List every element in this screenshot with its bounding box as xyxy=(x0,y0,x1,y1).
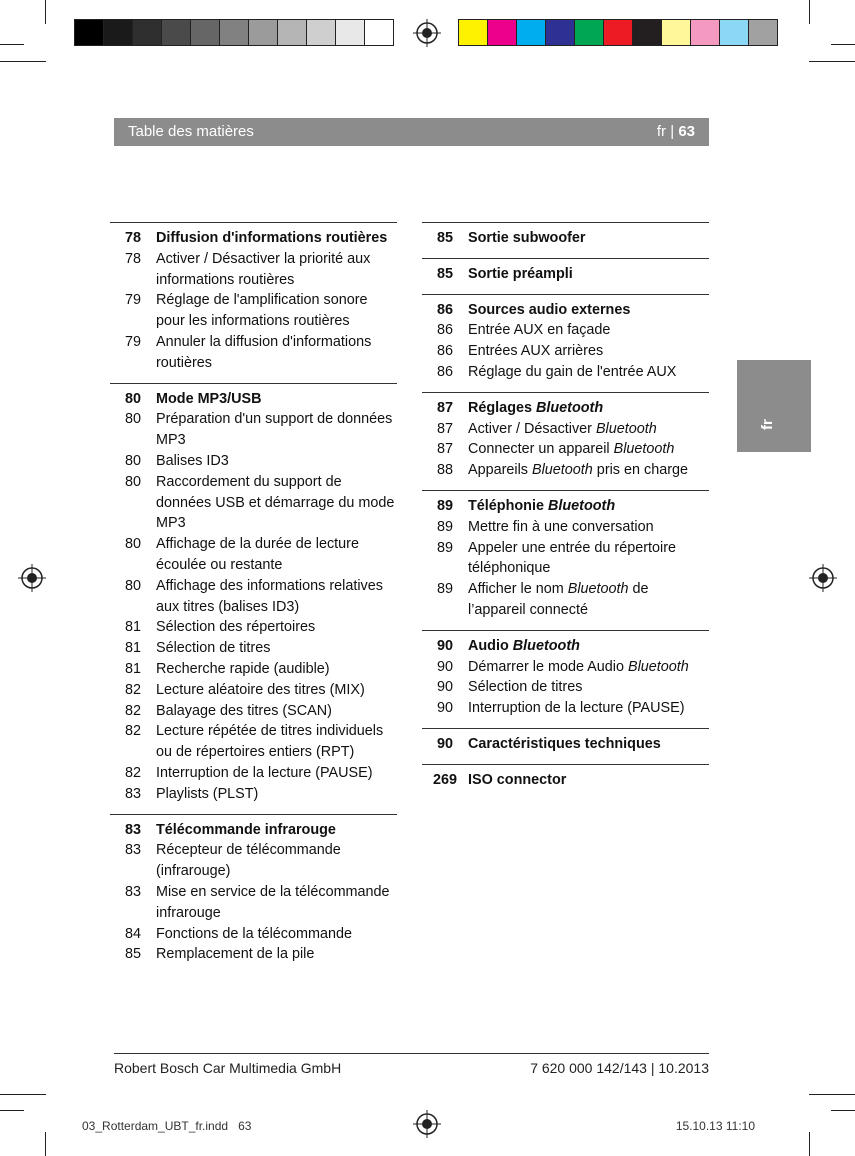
color-swatch xyxy=(516,19,546,46)
toc-entry-page: 88 xyxy=(436,462,453,479)
toc-heading-text: ISO connector xyxy=(468,771,567,788)
toc-heading-text: Sources audio externes xyxy=(468,301,631,318)
header-title: Table des matières xyxy=(128,123,254,140)
toc-entry-text: Entrées AUX arrières xyxy=(468,343,604,360)
toc-entry xyxy=(110,659,397,680)
toc-left-column xyxy=(110,222,397,974)
toc-entry xyxy=(110,638,397,659)
toc-entry-page: 86 xyxy=(436,363,453,380)
toc-entry-text: Lecture aléatoire des titres (MIX) xyxy=(156,681,365,698)
toc-heading-text: Mode MP3/USB xyxy=(156,390,262,407)
crop-mark xyxy=(809,1094,855,1095)
toc-heading xyxy=(422,636,709,657)
toc-section xyxy=(422,222,709,258)
toc-section xyxy=(422,490,709,630)
toc-entry-text: Mise en service de la télécommande infrarouge xyxy=(156,883,390,921)
toc-entry-text: Mettre fin à une conversation xyxy=(468,518,654,535)
toc-entry xyxy=(110,409,397,451)
toc-entry-page: 80 xyxy=(124,577,141,594)
registration-mark-icon xyxy=(809,564,837,592)
toc-heading-page: 85 xyxy=(436,265,453,282)
toc-heading-page: 87 xyxy=(436,399,453,416)
toc-entry-page: 85 xyxy=(124,946,141,963)
toc-heading-text: Réglages Bluetooth xyxy=(468,399,604,416)
toc-entry-page: 80 xyxy=(124,411,141,428)
toc-heading-page: 85 xyxy=(436,230,453,246)
toc-heading-page: 86 xyxy=(436,301,453,318)
color-swatch xyxy=(219,19,249,46)
toc-entry-text: Interruption de la lecture (PAUSE) xyxy=(156,764,373,781)
crop-mark xyxy=(0,61,46,62)
toc-entry xyxy=(422,362,709,383)
color-swatch xyxy=(603,19,633,46)
toc-entry xyxy=(422,341,709,362)
toc-entry-page: 83 xyxy=(124,785,141,802)
toc-entry-page: 82 xyxy=(124,702,141,719)
toc-entry xyxy=(110,924,397,945)
toc-entry-text: Fonctions de la télécommande xyxy=(156,925,352,942)
toc-right-column xyxy=(422,222,709,800)
toc-entry-text: Activer / Désactiver la priorité aux informations routières xyxy=(156,250,371,288)
toc-entry-page: 80 xyxy=(124,473,141,490)
crop-mark xyxy=(45,0,46,24)
toc-entry-text: Lecture répétée de titres individuels ou de répertoires entiers (RPT) xyxy=(156,723,384,761)
toc-entry-text: Connecter un appareil Bluetooth xyxy=(468,441,675,458)
toc-section xyxy=(422,728,709,764)
toc-entry xyxy=(422,439,709,460)
toc-heading xyxy=(422,300,709,321)
toc-entry xyxy=(422,517,709,538)
toc-heading-page: 90 xyxy=(436,735,453,752)
toc-entry-page: 89 xyxy=(436,518,453,535)
toc-entry-page: 81 xyxy=(124,660,141,677)
color-swatch xyxy=(690,19,720,46)
crop-mark xyxy=(0,1094,46,1095)
toc-section xyxy=(110,383,397,814)
toc-heading xyxy=(422,398,709,419)
color-swatch xyxy=(661,19,691,46)
color-swatch xyxy=(335,19,365,46)
toc-heading-page: 83 xyxy=(124,821,141,838)
toc-heading xyxy=(422,734,709,755)
toc-entry xyxy=(110,882,397,924)
color-swatch xyxy=(545,19,575,46)
footer-rule xyxy=(114,1053,709,1054)
toc-entry xyxy=(110,290,397,332)
registration-mark-icon xyxy=(18,564,46,592)
toc-entry-text: Annuler la diffusion d'informations routières xyxy=(156,333,372,371)
toc-entry-text: Affichage de la durée de lecture écoulée ou restante xyxy=(156,536,359,573)
toc-entry-page: 90 xyxy=(436,700,453,717)
toc-heading-page: 78 xyxy=(124,230,141,246)
toc-entry xyxy=(422,460,709,481)
toc-entry xyxy=(110,534,397,576)
toc-heading xyxy=(110,820,397,841)
toc-entry-text: Réglage du gain de l'entrée AUX xyxy=(468,363,677,380)
crop-mark xyxy=(0,44,24,45)
crop-mark xyxy=(831,1110,855,1111)
toc-entry xyxy=(422,320,709,341)
toc-entry xyxy=(422,677,709,698)
toc-entry-page: 89 xyxy=(436,581,453,598)
color-swatch xyxy=(364,19,394,46)
color-swatch xyxy=(74,19,104,46)
toc-entry-page: 79 xyxy=(124,292,141,309)
registration-mark-icon xyxy=(413,19,441,47)
toc-heading-page: 90 xyxy=(436,637,453,654)
footer-publisher: Robert Bosch Car Multimedia GmbH xyxy=(114,1060,342,1076)
color-swatch xyxy=(487,19,517,46)
toc-entry-page: 87 xyxy=(436,420,453,437)
toc-entry-text: Démarrer le mode Audio Bluetooth xyxy=(468,658,689,675)
color-swatch xyxy=(458,19,488,46)
toc-entry-text: Appareils Bluetooth pris en charge xyxy=(468,462,689,479)
toc-heading-page: 89 xyxy=(436,497,453,514)
toc-entry xyxy=(110,701,397,722)
toc-entry-text: Afficher le nom Bluetooth de l’appareil connecté xyxy=(468,581,649,618)
toc-entry xyxy=(422,579,709,621)
toc-entry-text: Appeler une entrée du répertoire téléphonique xyxy=(468,539,677,577)
color-swatch xyxy=(719,19,749,46)
toc-entry xyxy=(110,472,397,534)
color-swatch xyxy=(277,19,307,46)
toc-entry-page: 83 xyxy=(124,883,141,900)
toc-entry-page: 82 xyxy=(124,681,141,698)
crop-mark xyxy=(809,0,810,24)
toc-section xyxy=(110,222,397,383)
toc-entry-page: 84 xyxy=(124,925,141,942)
toc-heading xyxy=(422,264,709,285)
toc-entry-page: 90 xyxy=(436,679,453,696)
toc-entry-page: 89 xyxy=(436,539,453,556)
toc-entry-text: Recherche rapide (audible) xyxy=(156,660,330,677)
toc-entry-page: 81 xyxy=(124,619,141,636)
toc-entry-text: Sélection de titres xyxy=(156,640,271,657)
toc-entry-text: Balises ID3 xyxy=(156,452,229,469)
toc-heading-text: Caractéristiques techniques xyxy=(468,735,661,752)
toc-entry-text: Remplacement de la pile xyxy=(156,946,315,963)
toc-entry-page: 86 xyxy=(436,343,453,360)
color-swatch xyxy=(103,19,133,46)
toc-entry xyxy=(110,680,397,701)
toc-entry-page: 82 xyxy=(124,764,141,781)
toc-entry xyxy=(422,657,709,678)
toc-entry-page: 87 xyxy=(436,441,453,458)
toc-heading-page: 269 xyxy=(432,771,457,788)
toc-entry-page: 80 xyxy=(124,452,141,469)
toc-heading-page: 80 xyxy=(124,390,141,407)
toc-entry xyxy=(110,840,397,882)
toc-entry-page: 79 xyxy=(124,333,141,350)
toc-entry xyxy=(422,698,709,719)
toc-entry xyxy=(110,451,397,472)
crop-mark xyxy=(0,1110,24,1111)
color-swatch xyxy=(306,19,336,46)
toc-entry xyxy=(110,249,397,291)
color-swatch xyxy=(190,19,220,46)
toc-section xyxy=(422,392,709,490)
color-swatch xyxy=(632,19,662,46)
slug-file: 03_Rotterdam_UBT_fr.indd 63 xyxy=(82,1119,252,1133)
toc-entry xyxy=(110,332,397,374)
color-swatch xyxy=(248,19,278,46)
toc-entry-text: Sélection des répertoires xyxy=(156,619,316,636)
toc-entry-text: Entrée AUX en façade xyxy=(468,322,611,339)
page-header xyxy=(114,118,709,146)
toc-entry-page: 90 xyxy=(436,658,453,675)
color-swatch xyxy=(574,19,604,46)
toc-entry-page: 80 xyxy=(124,536,141,553)
toc-heading xyxy=(422,496,709,517)
toc-entry xyxy=(110,944,397,965)
toc-entry-text: Sélection de titres xyxy=(468,679,583,696)
footer-doc-ref: 7 620 000 142/143 | 10.2013 xyxy=(530,1060,709,1076)
toc-section xyxy=(422,294,709,392)
toc-entry-text: Affichage des informations relatives aux titres (balises ID3) xyxy=(156,577,383,615)
toc-entry xyxy=(110,763,397,784)
registration-mark-icon xyxy=(413,1110,441,1138)
toc-entry-text: Activer / Désactiver Bluetooth xyxy=(468,420,657,437)
toc-entry xyxy=(110,617,397,638)
toc-entry-page: 81 xyxy=(124,640,141,657)
crop-mark xyxy=(809,61,855,62)
toc-heading xyxy=(110,228,397,249)
toc-heading-text: Sortie subwoofer xyxy=(468,230,586,246)
toc-entry-text: Préparation d'un support de données MP3 xyxy=(156,411,393,449)
toc-section xyxy=(110,814,397,975)
toc-heading xyxy=(110,389,397,410)
toc-section xyxy=(422,630,709,728)
toc-entry-text: Raccordement du support de données USB et démarrage du mode MP3 xyxy=(156,473,395,532)
toc-entry-page: 83 xyxy=(124,842,141,859)
toc-entry xyxy=(110,576,397,618)
toc-heading-text: Sortie préampli xyxy=(468,265,573,282)
header-page-number: fr | 63 xyxy=(656,123,695,140)
toc-entry xyxy=(422,419,709,440)
toc-entry xyxy=(422,538,709,580)
toc-heading-text: Audio Bluetooth xyxy=(468,637,580,654)
toc-section xyxy=(422,764,709,800)
toc-heading xyxy=(422,770,709,791)
toc-entry-text: Balayage des titres (SCAN) xyxy=(156,702,332,719)
language-tab: fr xyxy=(737,360,811,452)
crop-mark xyxy=(45,1132,46,1156)
color-swatch xyxy=(748,19,778,46)
toc-heading-text: Diffusion d'informations routières xyxy=(156,230,388,246)
toc-entry-text: Récepteur de télécommande (infrarouge) xyxy=(156,842,341,880)
toc-entry-text: Playlists (PLST) xyxy=(156,785,259,802)
color-swatch xyxy=(161,19,191,46)
toc-heading xyxy=(422,228,709,249)
toc-entry-text: Réglage de l'amplification sonore pour les informations routières xyxy=(156,292,368,330)
toc-heading-text: Télécommande infrarouge xyxy=(156,821,336,838)
toc-heading-text: Téléphonie Bluetooth xyxy=(468,497,616,514)
toc-entry-text: Interruption de la lecture (PAUSE) xyxy=(468,700,685,717)
toc-entry-page: 82 xyxy=(124,723,141,740)
toc-entry-page: 86 xyxy=(436,322,453,339)
color-swatch xyxy=(132,19,162,46)
slug-datetime: 15.10.13 11:10 xyxy=(675,1119,755,1133)
toc-entry xyxy=(110,721,397,763)
crop-mark xyxy=(831,44,855,45)
toc-entry-page: 78 xyxy=(124,250,141,267)
toc-entry xyxy=(110,784,397,805)
crop-mark xyxy=(809,1132,810,1156)
toc-section xyxy=(422,258,709,294)
